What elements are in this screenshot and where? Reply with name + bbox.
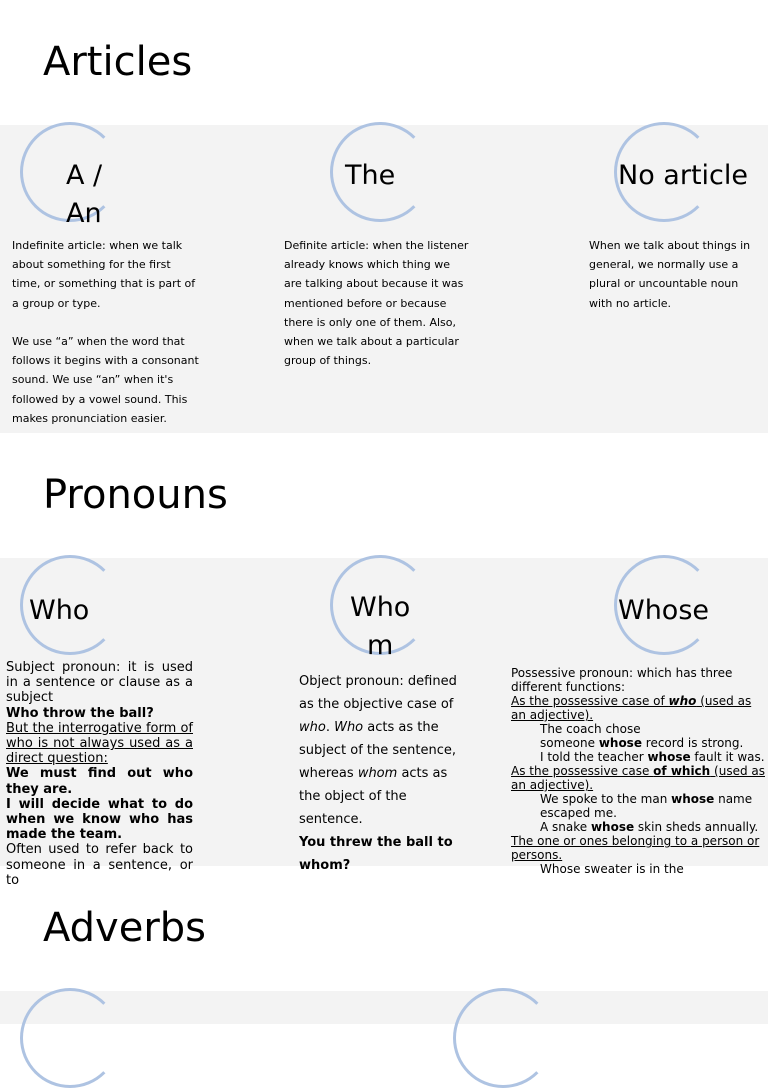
articles-band — [0, 125, 768, 433]
decorative-ring — [20, 988, 120, 1088]
card-description-the: Definite article: when the listener already knows which thing we are talking about because it was mentioned before or because there is only one of them. Also, when we talk about a particular group of things. — [284, 239, 469, 368]
adverbs-title: Adverbs — [43, 905, 207, 951]
card-heading-who: Who — [29, 595, 90, 626]
card-description-no-article: When we talk about things in general, we normally use a plural or uncountable noun with no article. — [589, 239, 751, 310]
adverbs-band — [0, 991, 768, 1024]
pronouns-band — [0, 558, 768, 888]
card-heading-the: The — [345, 160, 396, 191]
decorative-ring — [453, 988, 553, 1088]
card-heading-no-article: No article — [618, 160, 748, 191]
articles-title: Articles — [43, 39, 193, 85]
card-description-whose: Possessive pronoun: which has three different functions: As the possessive case of who (used as an adjective). The coach chose someone whose record is strong. I told the teacher whose fault it was. As the possessive case of which (used as an adjective). We spoke to the man whose name escaped me. A snake whose skin sheds annually. The one or ones belonging to a person or persons. Whose sweater is in the — [511, 666, 765, 876]
card-description-whom: Object pronoun: defined as the objective case of who. Who acts as the subject of the sentence, whereas whom acts as the object of the sentence. You threw the ball to whom? — [299, 670, 459, 877]
card-description-a-an: Indefinite article: when we talk about something for the first time, or something that is part of a group or type. We use “a” when the word that follows it begins with a consonant sound. We use “an” when it's followed by a vowel sound. This makes pronunciation easier. — [12, 239, 199, 425]
card-heading-whom: Who m — [350, 592, 411, 661]
card-heading-a-an: A / An — [66, 160, 103, 229]
card-heading-whose: Whose — [618, 595, 710, 626]
card-description-who: Subject pronoun: it is used in a sentence or clause as a subject Who throw the ball? But the interrogative form of who is not always used as a direct question: We must find out who they are. I will decide what to do when we know who has made the team. Often used to refer back to someone in a sentence, or to — [6, 660, 193, 888]
pronouns-title: Pronouns — [43, 472, 228, 518]
example-sentence: You threw the ball to whom? — [299, 835, 453, 873]
